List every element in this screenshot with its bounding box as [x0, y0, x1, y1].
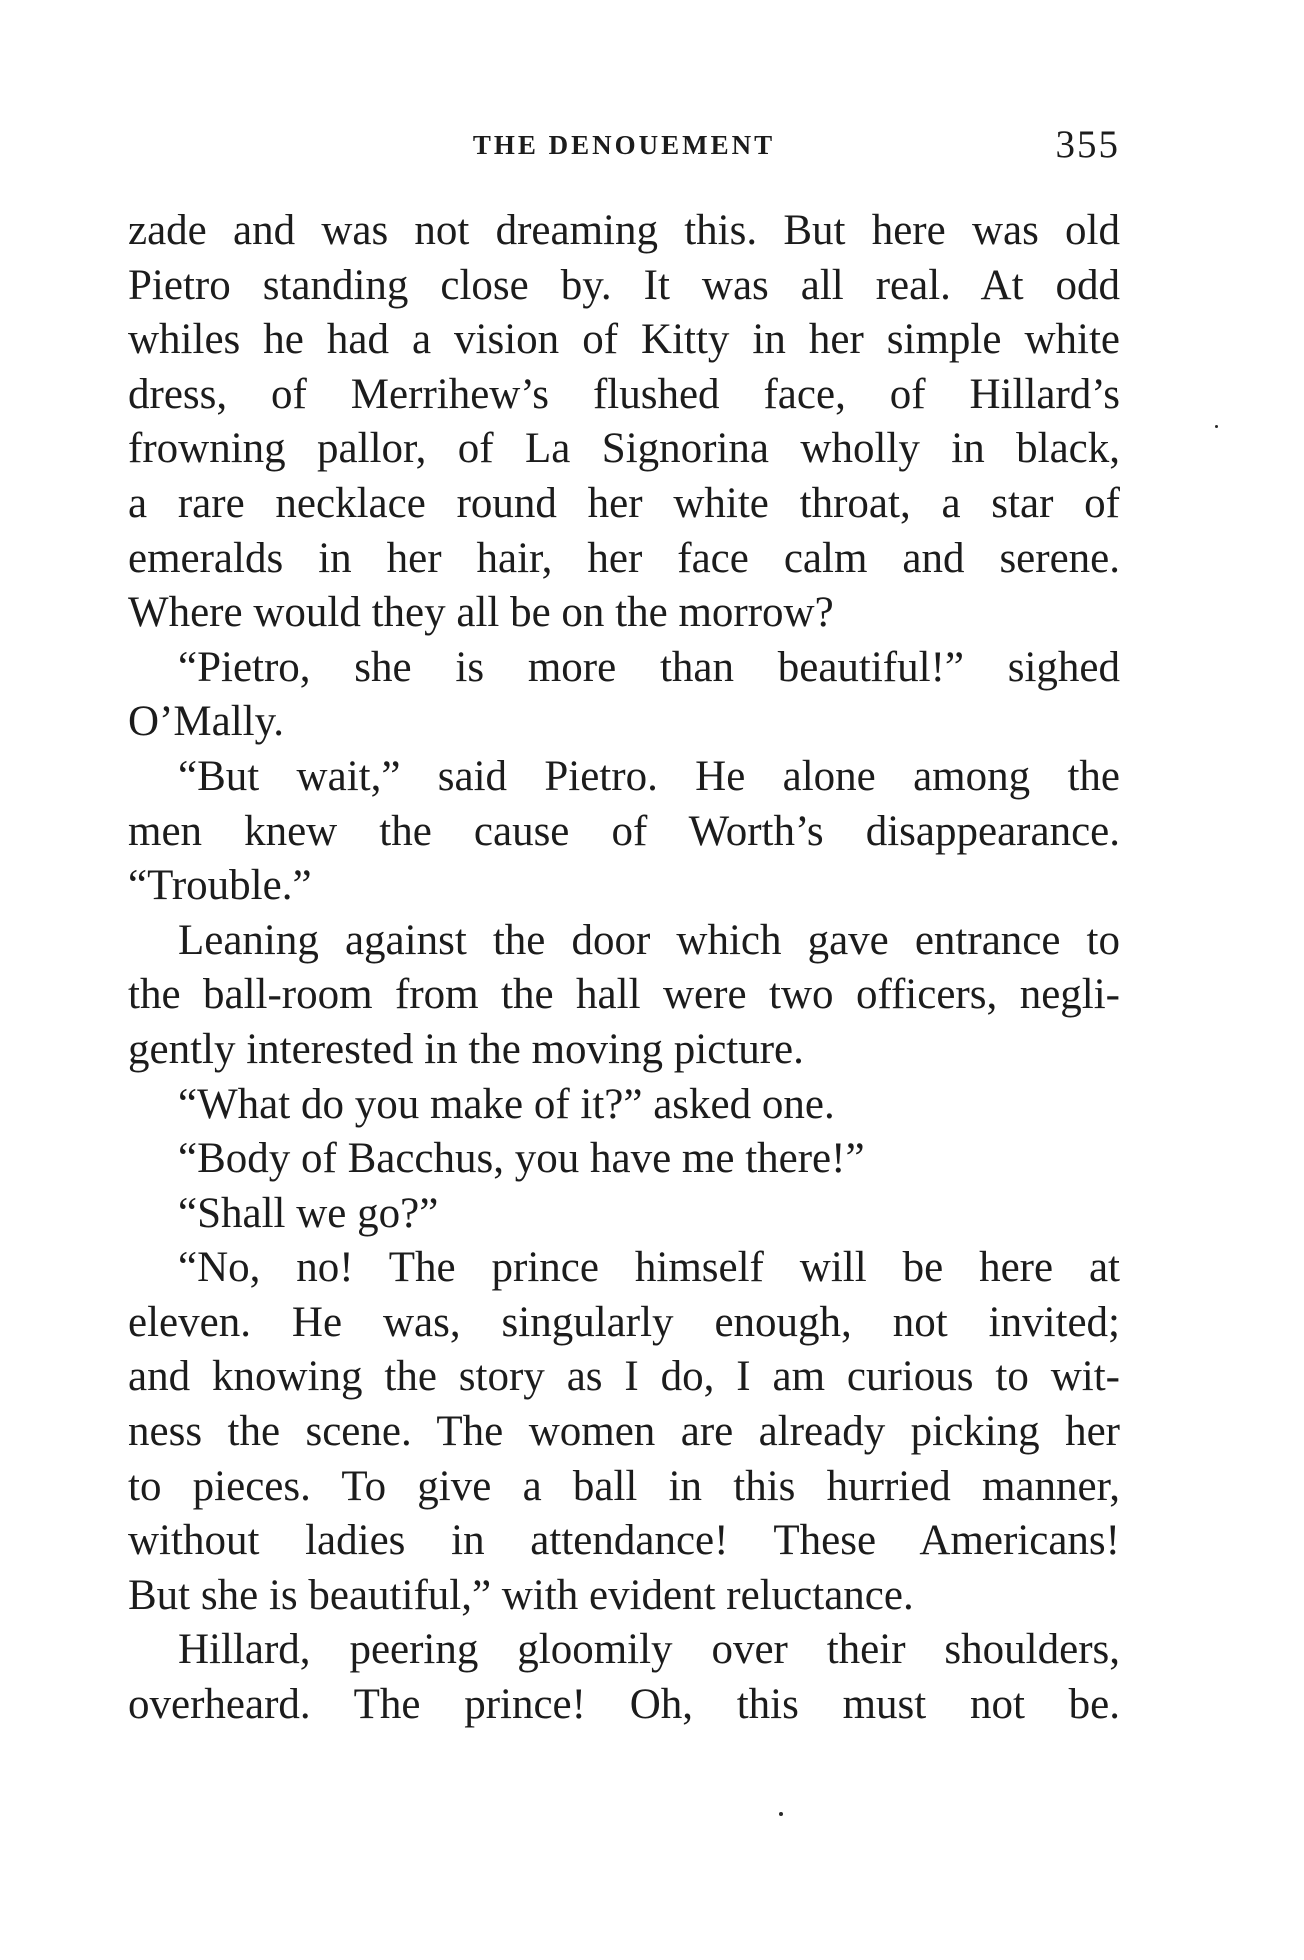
text-line: “Shall we go?”: [178, 1189, 439, 1237]
text-line: zade and was not dreaming this. But here was old: [128, 207, 1120, 254]
text-line: But she is beautiful,” with evident reluctance.: [128, 1571, 914, 1619]
text-line: dress, of Merrihew’s flushed face, of Hillard’s: [128, 370, 1120, 418]
text-line: to pieces. To give a ball in this hurried manner,: [128, 1462, 1120, 1510]
text-line: eleven. He was, singularly enough, not invited;: [128, 1298, 1120, 1346]
text-line: overheard. The prince! Oh, this must not be.: [128, 1681, 1120, 1729]
text-line: “No, no! The prince himself will be here at: [178, 1244, 1120, 1292]
text-line: “What do you make of it?” asked one.: [178, 1080, 835, 1128]
text-line: men knew the cause of Worth’s disappearance.: [128, 807, 1120, 855]
text-line: gently interested in the moving picture.: [128, 1025, 804, 1073]
text-line: whiles he had a vision of Kitty in her simple white: [128, 316, 1120, 364]
text-line: and knowing the story as I do, I am curious to wit-: [128, 1353, 1120, 1401]
text-line: frowning pallor, of La Signorina wholly in black,: [128, 425, 1120, 473]
running-head: [128, 122, 1120, 172]
ink-speck: [779, 1812, 783, 1816]
text-line: a rare necklace round her white throat, a star of: [128, 479, 1120, 527]
text-line: without ladies in attendance! These Americans!: [128, 1517, 1120, 1565]
text-line: Pietro standing close by. It was all real. At odd: [128, 261, 1120, 309]
ink-speck: [1215, 425, 1218, 428]
text-line: “But wait,” said Pietro. He alone among the: [178, 752, 1120, 800]
text-line: emeralds in her hair, her face calm and serene.: [128, 534, 1120, 582]
text-line: Leaning against the door which gave entrance to: [178, 916, 1120, 964]
text-line: “Pietro, she is more than beautiful!” sighed: [178, 643, 1120, 691]
body-text: [128, 204, 1120, 1733]
text-line: ness the scene. The women are already picking her: [128, 1408, 1120, 1456]
text-line: Where would they all be on the morrow?: [128, 589, 834, 637]
text-line: “Body of Bacchus, you have me there!”: [178, 1135, 865, 1183]
text-line: “Trouble.”: [128, 862, 312, 910]
text-line: the ball-room from the hall were two officers, negli-: [128, 971, 1120, 1019]
text-line: O’Mally.: [128, 698, 285, 746]
text-line: Hillard, peering gloomily over their shoulders,: [178, 1626, 1120, 1674]
running-title: THE DENOUEMENT: [472, 130, 776, 160]
page-number: 355: [1055, 123, 1120, 166]
